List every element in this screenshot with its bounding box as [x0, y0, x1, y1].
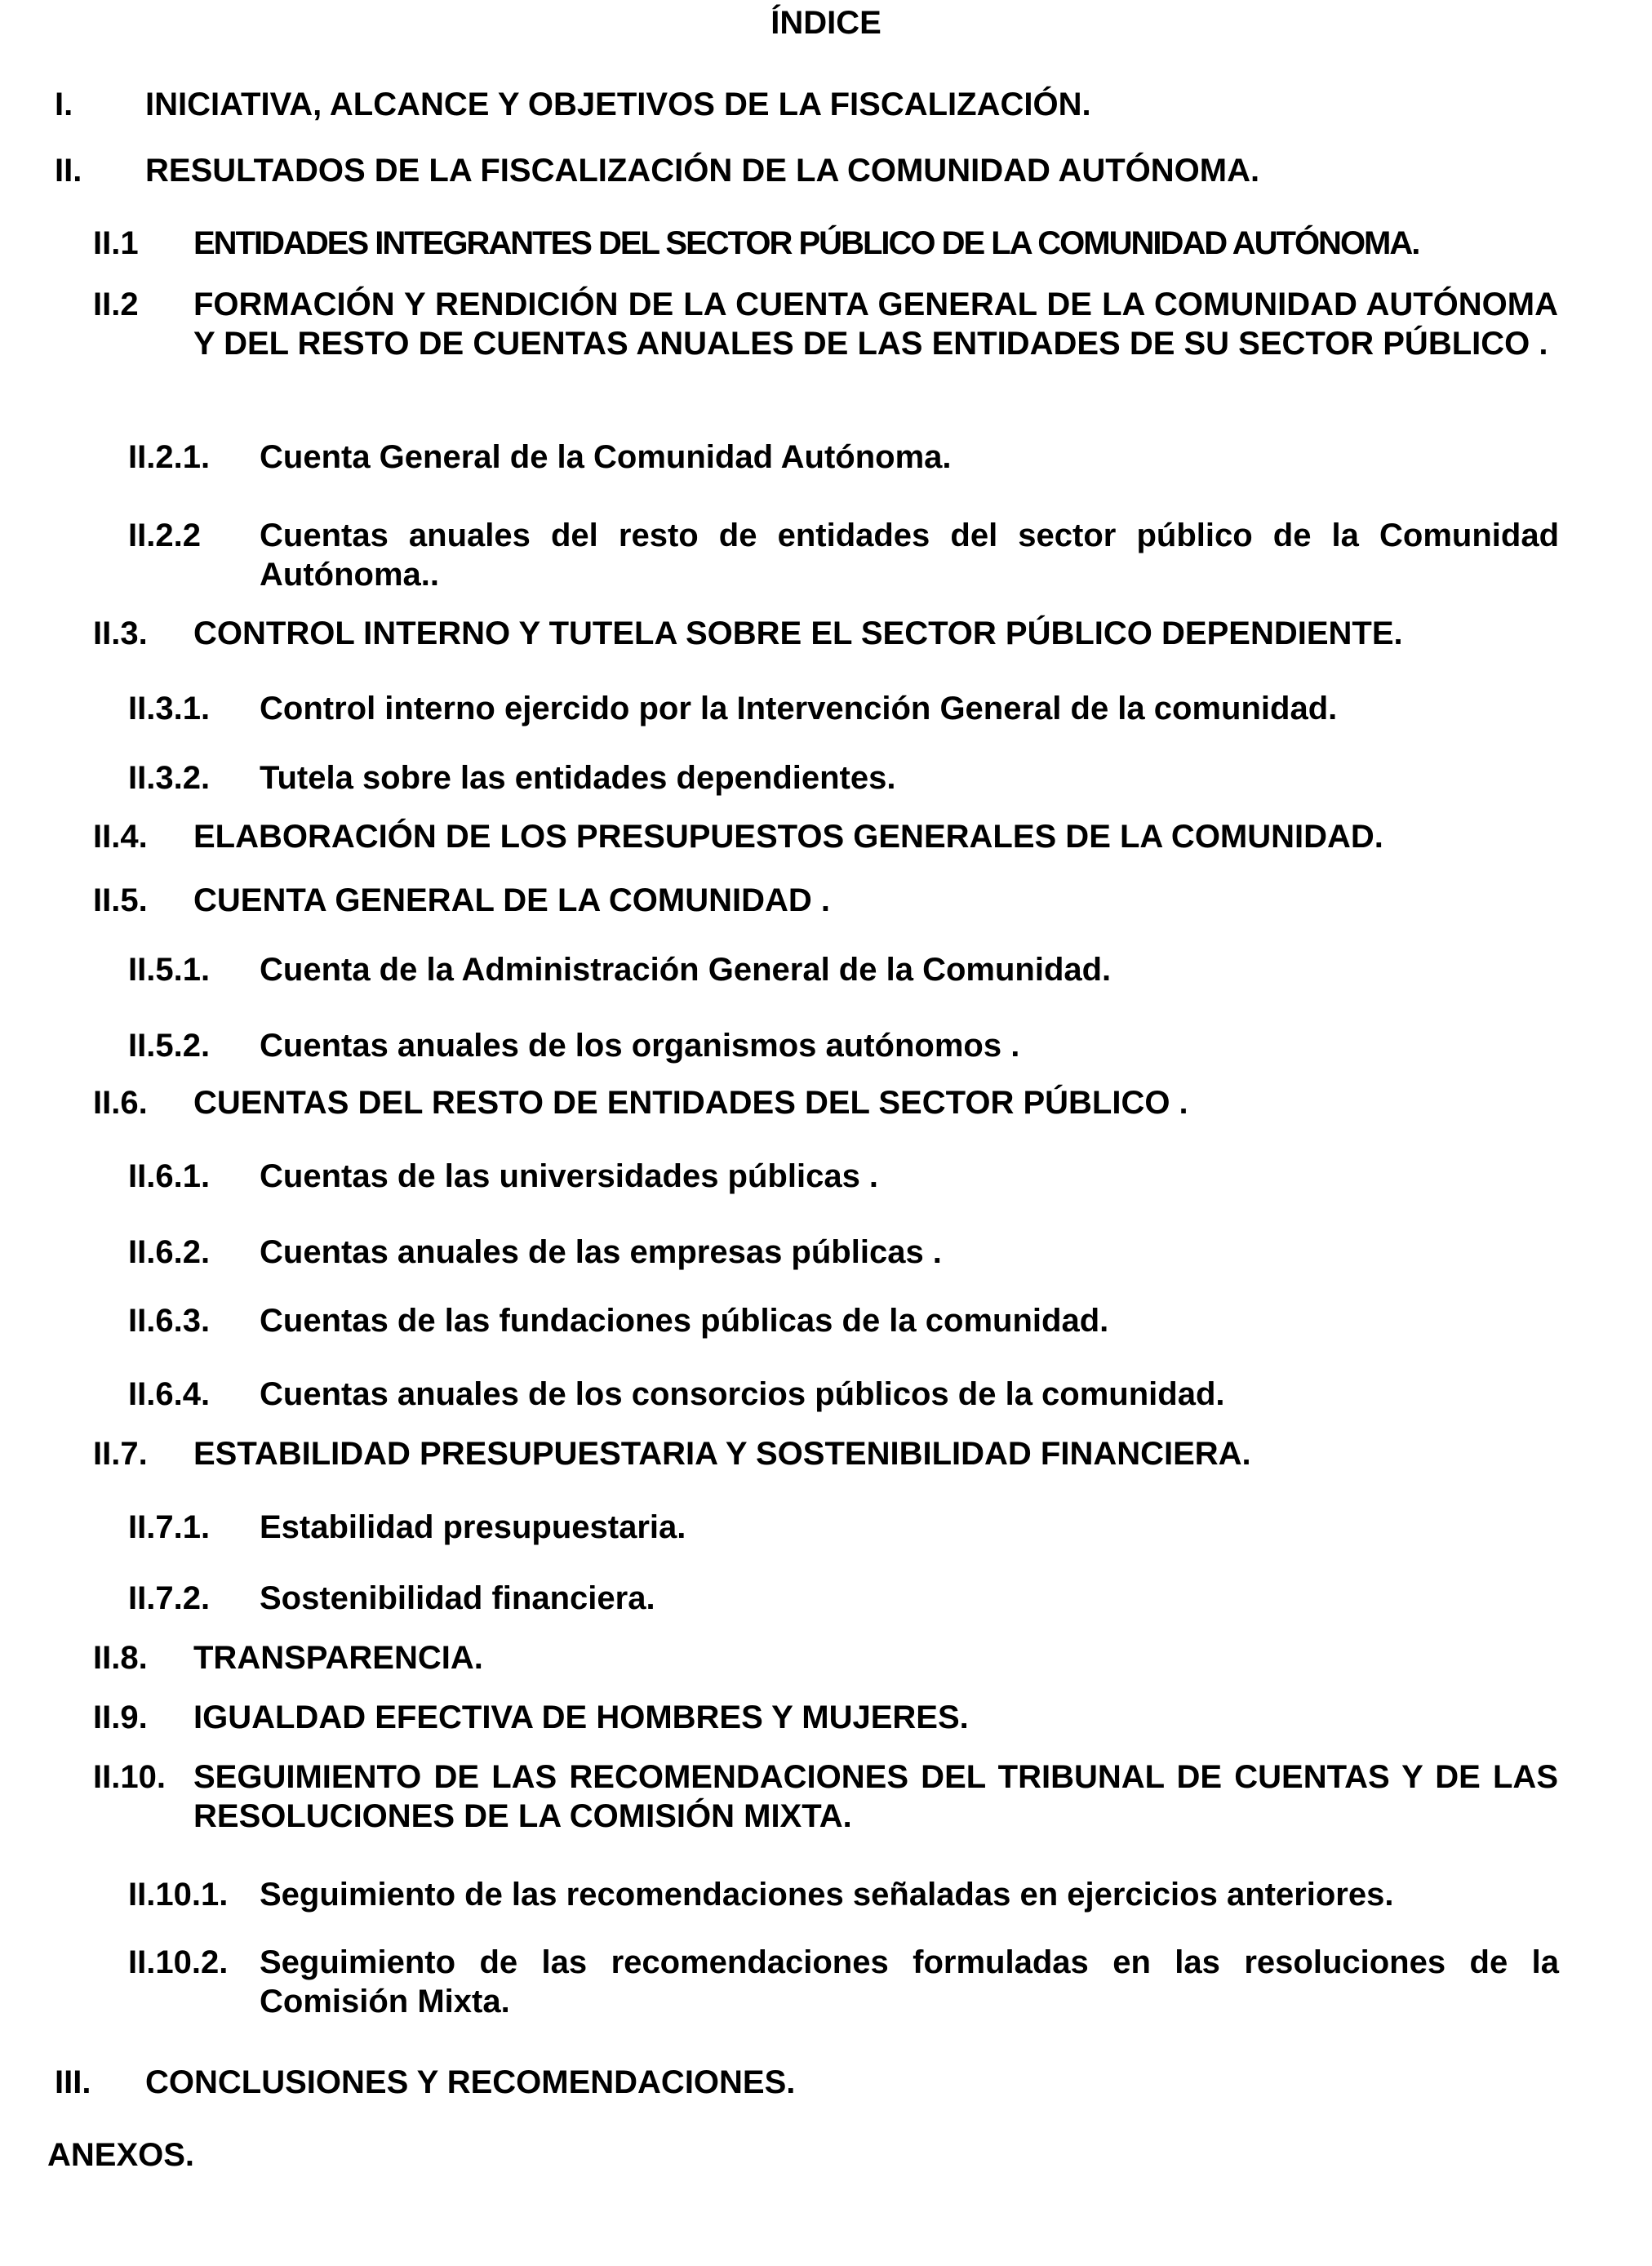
- toc-item: [0, 1026, 1652, 1065]
- toc-item-number: II.5.: [93, 882, 148, 918]
- toc-item-number: II.1: [93, 225, 139, 261]
- toc-item: [0, 758, 1652, 798]
- toc-item-text: Estabilidad presupuestaria.: [260, 1509, 686, 1545]
- toc-item-number: II.7.: [93, 1436, 148, 1472]
- page-title: ÍNDICE: [770, 5, 882, 41]
- toc-item-text: Seguimiento de las recomendaciones señaladas en ejercicios anteriores.: [260, 1877, 1394, 1913]
- toc-item: [0, 516, 1652, 594]
- toc-item: [0, 689, 1652, 728]
- toc-item-text: SEGUIMIENTO DE LAS RECOMENDACIONES DEL TRIBUNAL DE CUENTAS Y DE LAS RESOLUCIONES DE LA COMISIÓN MIXTA.: [193, 1759, 1558, 1834]
- toc-item-text: CONCLUSIONES Y RECOMENDACIONES.: [145, 2064, 796, 2100]
- toc-item-number: II.6.: [93, 1085, 148, 1121]
- toc-item-text: ELABORACIÓN DE LOS PRESUPUESTOS GENERALES DE LA COMUNIDAD.: [193, 819, 1383, 855]
- toc-item-number: III.: [55, 2064, 91, 2100]
- toc-item-number: II.5.1.: [128, 952, 211, 988]
- toc-item-text: Sostenibilidad financiera.: [260, 1580, 655, 1616]
- toc-item-number: II.7.1.: [128, 1509, 211, 1545]
- toc-item-text: CONTROL INTERNO Y TUTELA SOBRE EL SECTOR PÚBLICO DEPENDIENTE.: [193, 615, 1403, 651]
- toc-item-text: IGUALDAD EFECTIVA DE HOMBRES Y MUJERES.: [193, 1700, 969, 1735]
- toc-item-text: ESTABILIDAD PRESUPUESTARIA Y SOSTENIBILIDAD FINANCIERA.: [193, 1436, 1251, 1472]
- toc-item: [0, 1083, 1652, 1122]
- toc-item-text: Control interno ejercido por la Intervención General de la comunidad.: [260, 691, 1338, 726]
- toc-item-number: I.: [55, 87, 73, 122]
- toc-item: [0, 1301, 1652, 1340]
- toc-item: [0, 1698, 1652, 1737]
- toc-item: [0, 438, 1652, 477]
- toc-item-number: II.2.2: [128, 518, 201, 553]
- toc-item-number: II.10.1.: [128, 1877, 229, 1913]
- toc-item-number: II.10.2.: [128, 1944, 229, 1980]
- toc-item-number: II.: [55, 153, 82, 189]
- toc-item-number: II.9.: [93, 1700, 148, 1735]
- toc-item-number: II.3.1.: [128, 691, 211, 726]
- toc-item: [0, 817, 1652, 856]
- toc-item: [0, 1157, 1652, 1196]
- toc-item: [0, 1508, 1652, 1547]
- toc-item: [0, 85, 1652, 124]
- toc-item-text: TRANSPARENCIA.: [193, 1640, 483, 1676]
- toc-item: [0, 1638, 1652, 1677]
- toc-item-number: II.3.: [93, 615, 148, 651]
- toc-item: [0, 2063, 1652, 2102]
- toc-item: [0, 614, 1652, 653]
- toc-item-number: II.6.4.: [128, 1376, 211, 1412]
- toc-item-text: Cuenta General de la Comunidad Autónoma.: [260, 439, 952, 475]
- toc-item: [0, 1579, 1652, 1618]
- toc-item: [0, 285, 1652, 363]
- toc-item-number: II.3.2.: [128, 760, 211, 796]
- toc-item-text: Cuentas de las fundaciones públicas de la comunidad.: [260, 1303, 1109, 1339]
- toc-item-text: CUENTA GENERAL DE LA COMUNIDAD .: [193, 882, 830, 918]
- toc-item-text: Seguimiento de las recomendaciones formuladas en las resoluciones de la Comisión Mixta.: [260, 1944, 1559, 2019]
- toc-item-number: II.6.2.: [128, 1234, 211, 1270]
- toc-item-text: Cuentas anuales de las empresas públicas .: [260, 1234, 942, 1270]
- toc-item-text: CUENTAS DEL RESTO DE ENTIDADES DEL SECTOR PÚBLICO .: [193, 1085, 1188, 1121]
- toc-item: [0, 1875, 1652, 1914]
- toc-item-number: II.6.3.: [128, 1303, 211, 1339]
- toc-item-text: INICIATIVA, ALCANCE Y OBJETIVOS DE LA FISCALIZACIÓN.: [145, 87, 1091, 122]
- toc-item: [0, 1943, 1652, 2021]
- toc-item-anexos: [0, 2135, 1652, 2175]
- toc-item: [0, 950, 1652, 989]
- toc-item: [0, 1375, 1652, 1414]
- toc-item-number: II.4.: [93, 819, 148, 855]
- toc-item-text: Cuentas anuales de los organismos autónomos .: [260, 1028, 1020, 1064]
- toc-item: [0, 881, 1652, 920]
- toc-item-number: II.8.: [93, 1640, 148, 1676]
- toc-item-text: Cuentas anuales del resto de entidades del sector público de la Comunidad Autónoma..: [260, 518, 1559, 593]
- toc-item-number: II.7.2.: [128, 1580, 211, 1616]
- toc-item-text: Cuentas anuales de los consorcios públicos de la comunidad.: [260, 1376, 1225, 1412]
- toc-item-text: ENTIDADES INTEGRANTES DEL SECTOR PÚBLICO DE LA COMUNIDAD AUTÓNOMA.: [193, 225, 1419, 261]
- toc-item: [0, 224, 1652, 263]
- toc-item: [0, 151, 1652, 190]
- toc-item: [0, 1757, 1652, 1836]
- toc-item: [0, 1233, 1652, 1272]
- toc-item-number: II.5.2.: [128, 1028, 211, 1064]
- toc-item-number: II.2: [93, 287, 139, 322]
- toc-item-text: Cuentas de las universidades públicas .: [260, 1158, 879, 1194]
- toc-item-text: RESULTADOS DE LA FISCALIZACIÓN DE LA COMUNIDAD AUTÓNOMA.: [145, 153, 1260, 189]
- toc-item-text: Cuenta de la Administración General de la Comunidad.: [260, 952, 1112, 988]
- toc-item-number: II.6.1.: [128, 1158, 211, 1194]
- toc-item-number: II.10.: [93, 1759, 166, 1795]
- toc-item: [0, 1434, 1652, 1473]
- toc-item-text: Tutela sobre las entidades dependientes.: [260, 760, 896, 796]
- toc-item-number: II.2.1.: [128, 439, 211, 475]
- toc-item-text: ANEXOS.: [47, 2137, 195, 2173]
- toc-item-text: FORMACIÓN Y RENDICIÓN DE LA CUENTA GENERAL DE LA COMUNIDAD AUTÓNOMA Y DEL RESTO DE CUENTAS ANUALES DE LAS ENTIDADES DE SU SECTOR PÚBLICO .: [193, 287, 1558, 362]
